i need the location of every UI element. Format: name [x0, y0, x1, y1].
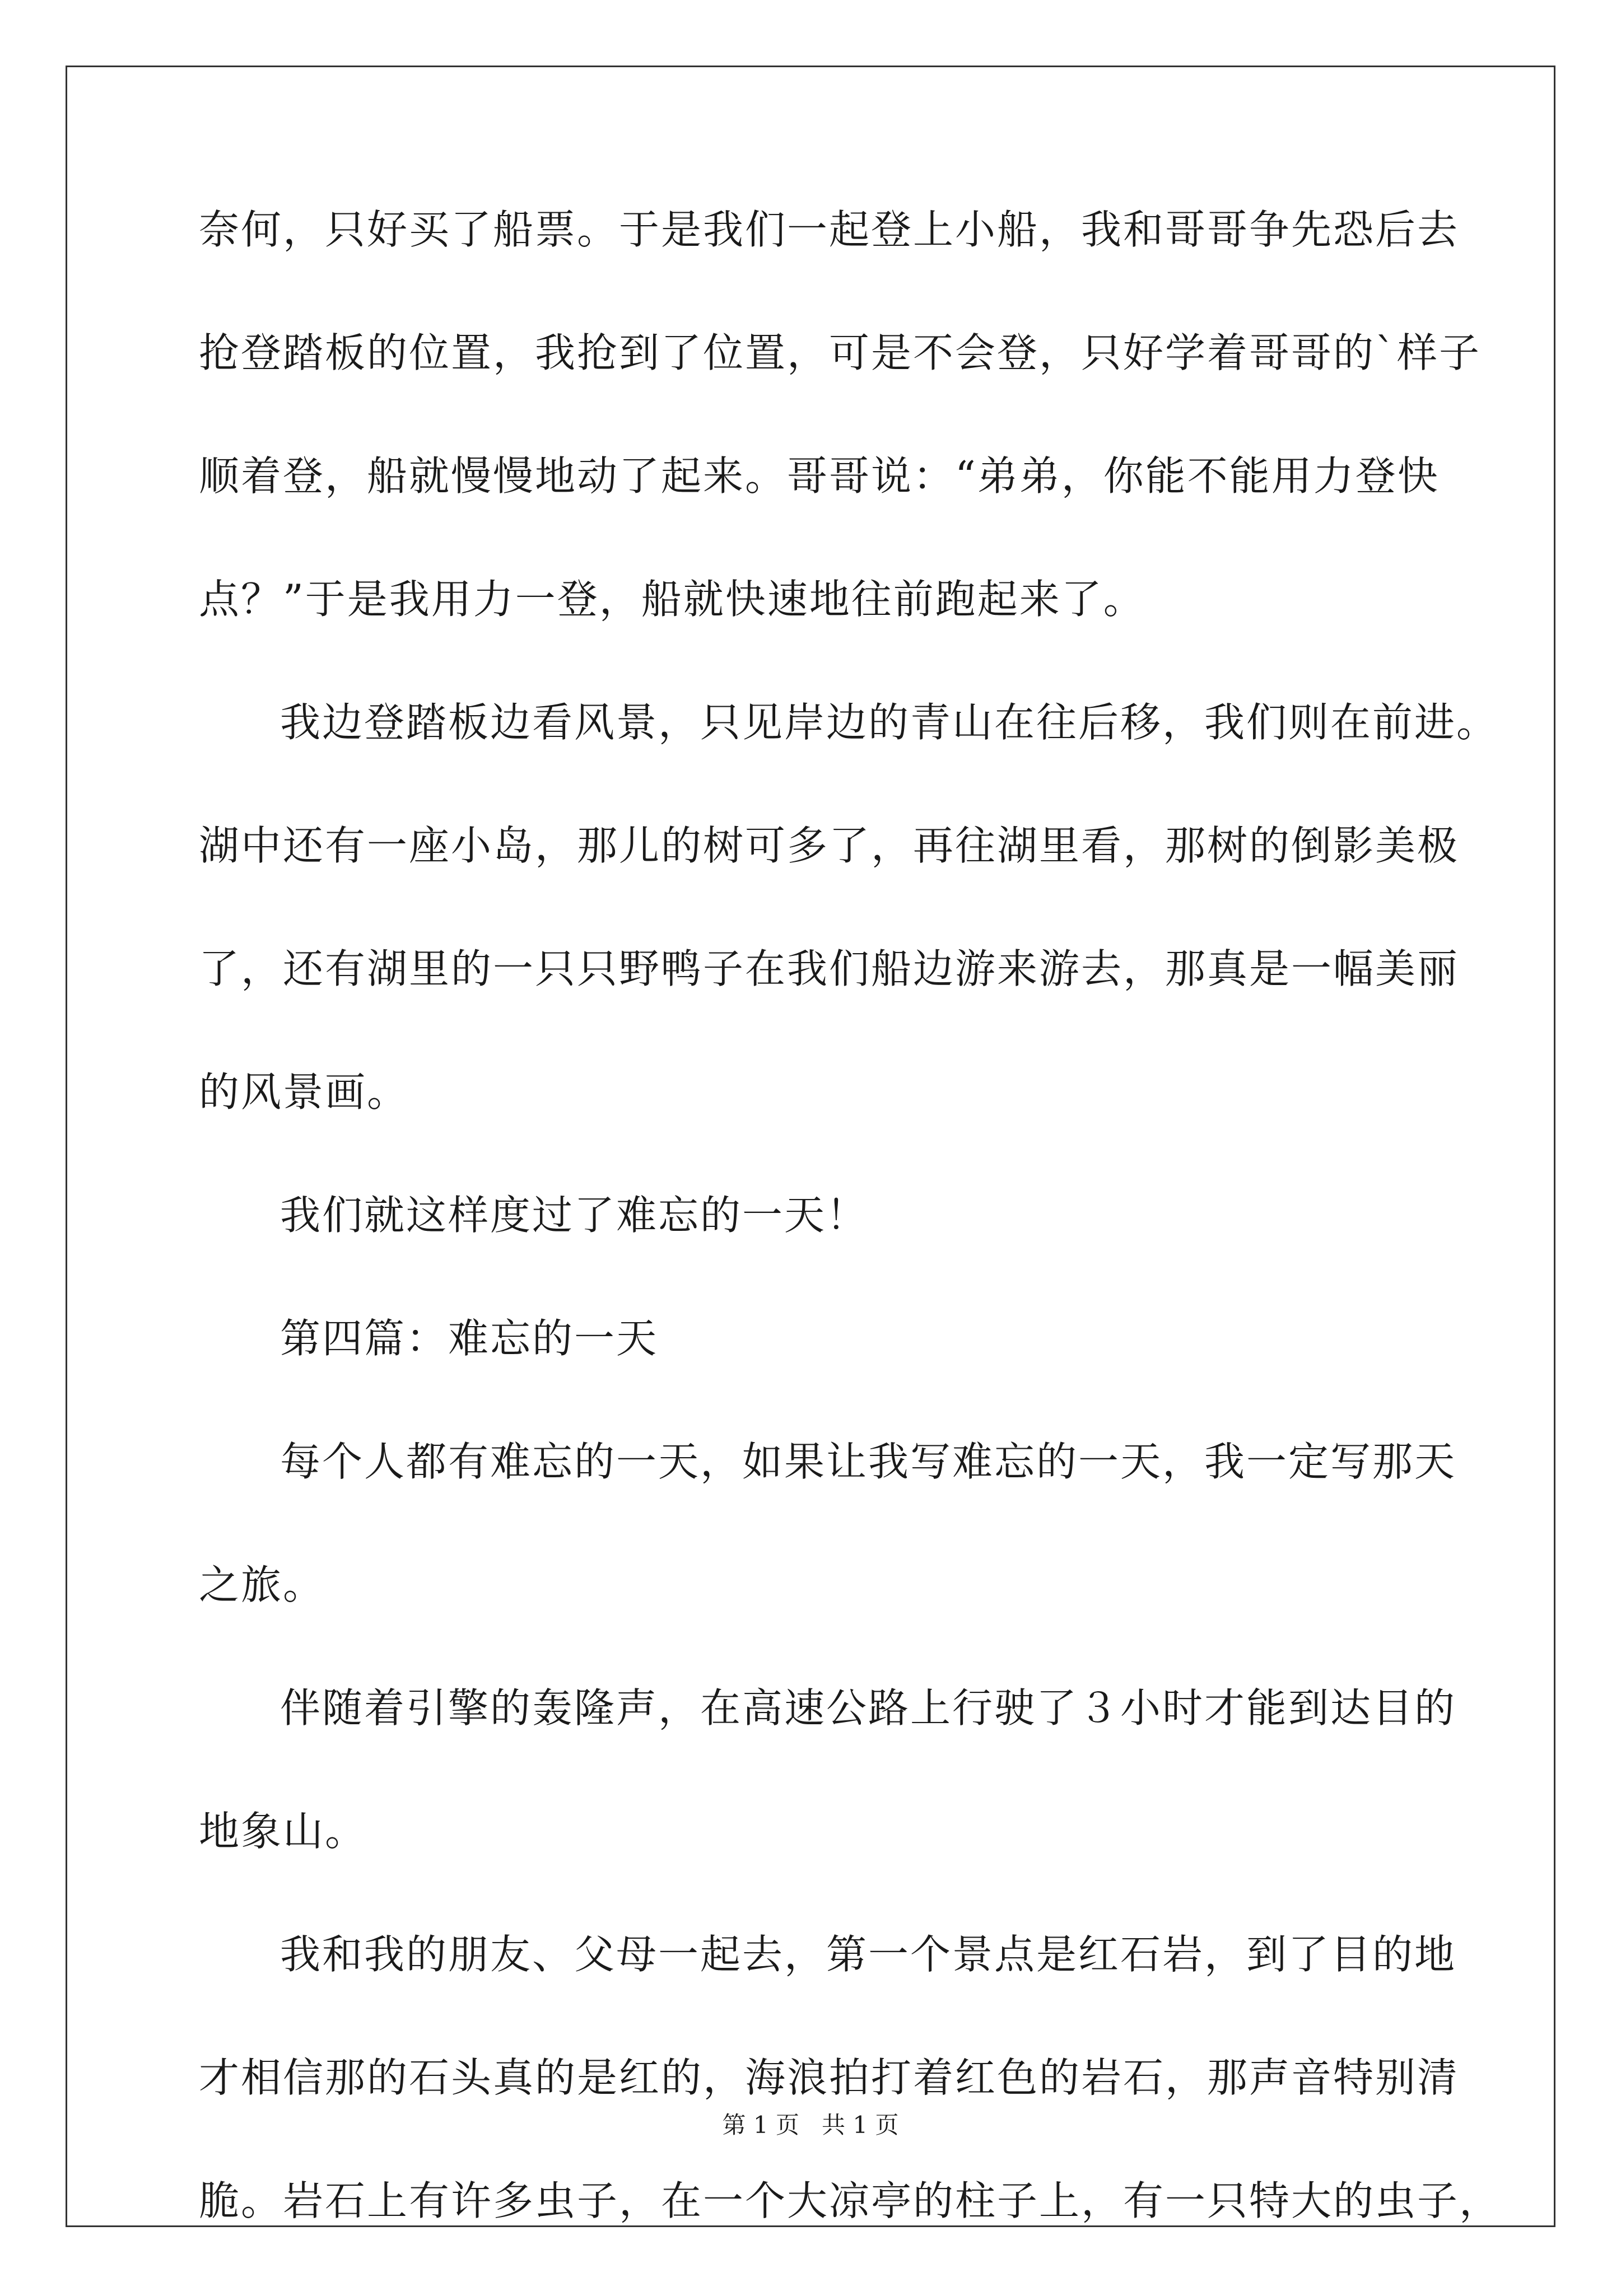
text-line: 伴随着引擎的轰隆声，在高速公路上行驶了３小时才能到达目的 — [280, 1684, 1457, 1732]
text-line: 奈何，只好买了船票。于是我们一起登上小船，我和哥哥争先恐后去 — [199, 206, 1460, 253]
text-line: 我边登踏板边看风景，只见岸边的青山在往后移，我们则在前进。 — [280, 699, 1499, 746]
text-line: 顺着登，船就慢慢地动了起来。哥哥说：“弟弟，你能不能用力登快 — [199, 452, 1440, 500]
text-line: 地象山。 — [199, 1808, 367, 1855]
text-line: 我和我的朋友、父母一起去，第一个景点是红石岩，到了目的地 — [280, 1931, 1457, 1978]
text-line: 抢登踏板的位置，我抢到了位置，可是不会登，只好学着哥哥的`样子 — [199, 329, 1482, 376]
text-line: 之旅。 — [199, 1561, 325, 1608]
text-line: 我们就这样度过了难忘的一天！ — [280, 1192, 869, 1239]
document-body — [199, 202, 1502, 2296]
page-footer: 第 1 页 共 1 页 — [722, 2111, 899, 2139]
text-line: 了，还有湖里的一只只野鸭子在我们船边游来游去，那真是一幅美丽 — [199, 945, 1460, 992]
text-line: 脆。岩石上有许多虫子，在一个大凉亭的柱子上，有一只特大的虫子， — [199, 2177, 1502, 2224]
section-heading: 第四篇：难忘的一天 — [280, 1315, 659, 1362]
text-line: 才相信那的石头真的是红的，海浪拍打着红色的岩石，那声音特别清 — [199, 2054, 1460, 2101]
text-line: 点？”于是我用力一登，船就快速地往前跑起来了。 — [199, 576, 1145, 623]
text-line: 的风景画。 — [199, 1068, 409, 1116]
text-line: 湖中还有一座小岛，那儿的树可多了，再往湖里看，那树的倒影美极 — [199, 822, 1460, 869]
text-line: 每个人都有难忘的一天，如果让我写难忘的一天，我一定写那天 — [280, 1438, 1457, 1485]
